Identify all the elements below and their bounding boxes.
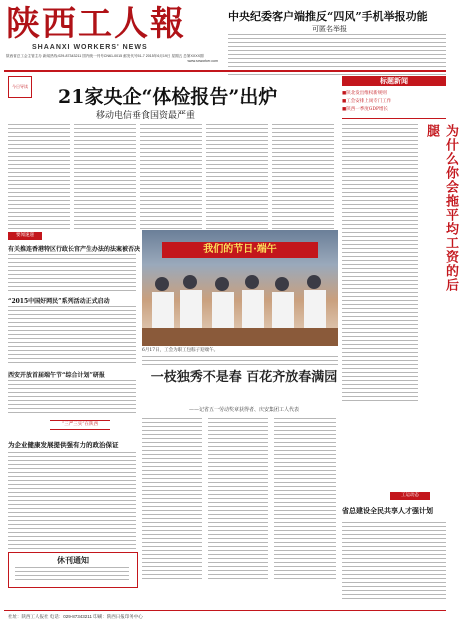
story-hk: 有关推连香港特区行政长官产生办法的法案被否决 (8, 246, 141, 253)
photo-people (142, 270, 338, 346)
brief-item: ■工会安排上岗专门工作 (342, 99, 392, 104)
center-photo (142, 230, 338, 346)
story-xian: 西安开放首届端午节“综合计划”研报 (8, 372, 105, 379)
right-briefs (342, 90, 446, 114)
story-political-body (8, 452, 136, 552)
story-netizen: “2015中国好网民”系列活动正式启动 (8, 298, 110, 305)
lead-headline-post: 出炉 (239, 86, 278, 108)
masthead-url: www.sxworker.com (187, 59, 218, 63)
feature-col1 (142, 418, 202, 582)
lead-subhead: 移动电信垂食国资最严重 (96, 111, 196, 121)
top-story-subhead: 可匿名举报 (312, 25, 347, 33)
tag-three (50, 420, 110, 430)
story-xian-body (8, 380, 136, 416)
brief-item: ■陕北发出维权新规则 (342, 91, 387, 96)
tag-news-label: 要闻速递 (16, 233, 34, 238)
lead-body-col2 (74, 124, 136, 232)
right-bottom-headline: 省总建设全民共享人才强计划 (342, 506, 433, 515)
lead-headline (58, 82, 277, 109)
right-brief-header (342, 76, 446, 86)
photo-caption: 6月17日，工会为职工包粽子迎端午。 (142, 348, 219, 353)
story-hk-body (8, 254, 136, 294)
photo-caption-lines (142, 356, 338, 368)
feature-headline (150, 370, 338, 386)
today-tag-label: 今日导读 (12, 84, 28, 89)
notice-box (8, 552, 138, 588)
right-brief-title: 标题新闻 (380, 76, 408, 85)
tag-union (390, 492, 430, 500)
footer-rule (4, 610, 446, 611)
photo-banner (162, 242, 318, 258)
brief-item: ■陕西一季度GDP增长 (342, 107, 388, 112)
photo-banner-text: 我们的节日·端午 (203, 244, 277, 255)
lead-body-col3 (140, 124, 202, 232)
feature-col3 (274, 418, 336, 582)
lead-body-col1 (8, 124, 70, 232)
today-tag (8, 76, 32, 98)
notice-body (15, 567, 129, 583)
lead-body-col4 (206, 124, 268, 232)
right-bottom-body (342, 522, 446, 602)
footer-text: 社址：陕西工人报社 电话：029-87343211 印刷：陕西日报印务中心 (8, 614, 143, 619)
masthead-title: 陕西工人報 (6, 4, 186, 44)
tag-news (8, 232, 42, 240)
masthead-info-line: 陕西省总工会主管主办 新闻热线:029-87343211 国内统一刊号CN61-0015 邮发代号51-7 2015年6月19日 星期五 总第XXXX期 (6, 54, 204, 58)
feature-col2 (208, 418, 268, 582)
lead-headline-quote: “体检报告” (141, 86, 240, 108)
right-body (342, 124, 418, 404)
feature-headline-text: 一枝独秀不是春 百花齐放春满园 (150, 370, 338, 385)
tag-union-label: 工运动态 (401, 493, 419, 498)
masthead-subtitle: SHAANXI WORKERS' NEWS (32, 44, 148, 51)
top-story-headline: 中央纪委客户端推反“四风”手机举报功能 (228, 10, 428, 23)
masthead-info (6, 54, 218, 64)
lead-body-col5 (272, 124, 334, 232)
story-netizen-body (8, 306, 136, 366)
lead-headline-pre: 21家央企 (58, 86, 142, 108)
right-divider (342, 118, 446, 119)
notice-title: 休刊通知 (57, 555, 89, 565)
masthead-rule (4, 70, 446, 72)
vertical-headline: 为什么你会拖平均工资的后腿 (424, 124, 458, 292)
tag-three-label: “三严三实”在陕西 (61, 422, 99, 427)
feature-subhead: ——记省五一劳动奖章获得者、庆安集团工人代表 (188, 407, 299, 413)
story-political: 为企业健康发展提供强有力的政治保证 (8, 441, 119, 449)
